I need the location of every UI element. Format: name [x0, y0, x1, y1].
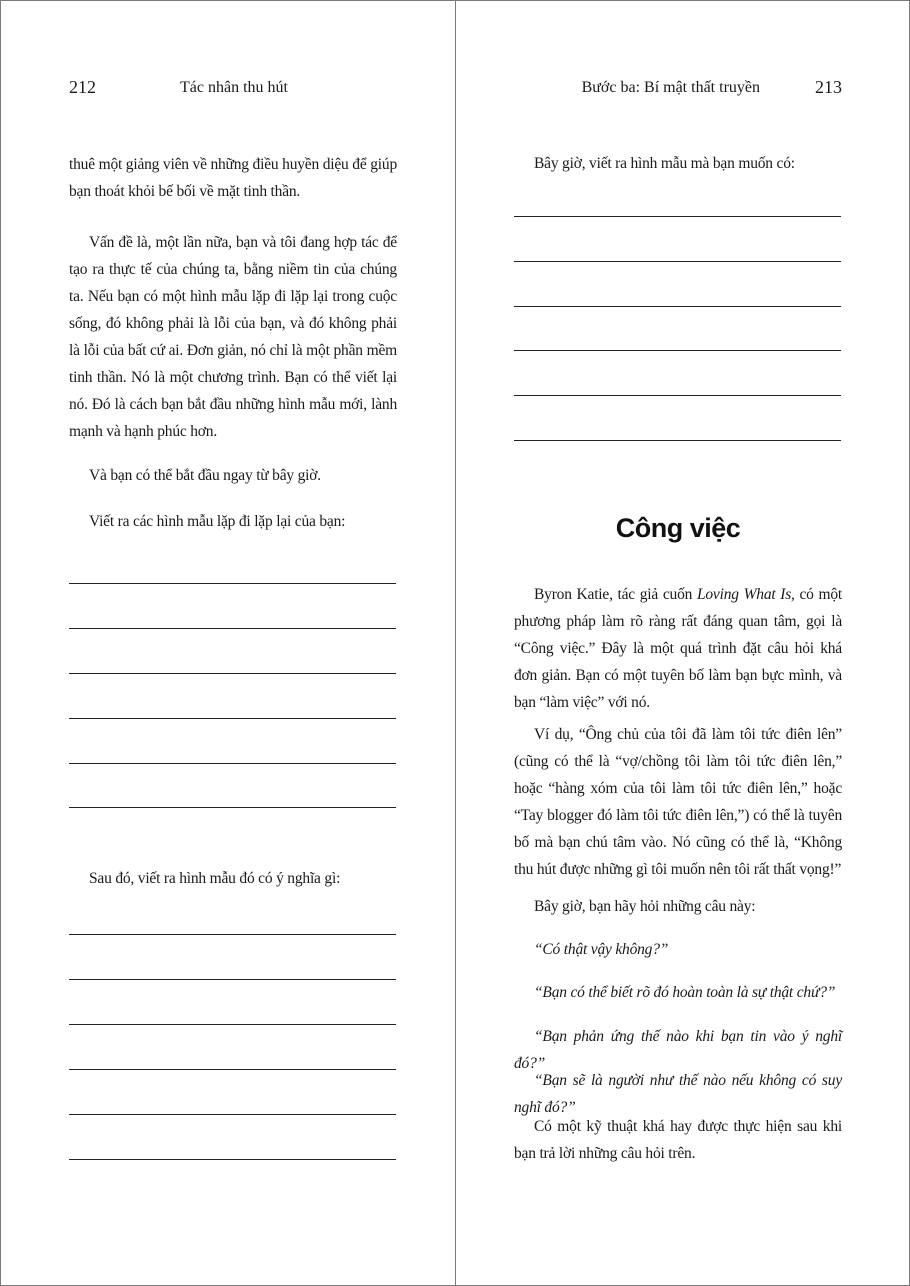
book-title: Loving What Is,	[696, 586, 795, 603]
question: “Bạn phản ứng thế nào khi bạn tin vào ý nghĩ đó?”	[514, 1028, 842, 1072]
right-page-header	[514, 77, 842, 103]
paragraph: Và bạn có thể bắt đầu ngay từ bây giờ.	[89, 467, 321, 484]
writing-line[interactable]	[69, 718, 396, 719]
paragraph: Có một kỹ thuật khá hay được thực hiện sau khi bạn trả lời những câu hỏi trên.	[514, 1118, 842, 1162]
writing-line[interactable]	[514, 440, 841, 441]
paragraph: Vấn đề là, một lần nữa, bạn và tôi đang hợp tác để tạo ra thực tế của chúng ta, bằng niềm tin của chúng ta. Nếu bạn có một hình mẫu lặp đi lặp lại trong cuộc sống, đó không phải là lỗi của bạn, và đó không phải là lỗi của bất cứ ai. Đơn giản, nó chỉ là một phần mềm tinh thần. Nó là một chương trình. Bạn có thể viết lại nó. Đó là cách bạn bắt đầu những hình mẫu mới, lành mạnh và hạnh phúc hơn.	[69, 234, 397, 440]
paragraph-text: có một phương pháp làm rõ ràng rất đáng quan tâm, gọi là “Công việc.” Đây là một quá trình đặt câu hỏi khá đơn giản. Bạn có một tuyên bố làm bạn bực mình, và bạn “làm việc” với nó.	[514, 586, 843, 711]
left-page-header	[69, 77, 397, 103]
paragraph	[514, 581, 842, 716]
writing-line[interactable]	[69, 1114, 396, 1115]
writing-line[interactable]	[514, 306, 841, 307]
right-page	[514, 1, 842, 1285]
running-head: Tác nhân thu hút	[180, 79, 288, 96]
writing-line[interactable]	[69, 1069, 396, 1070]
writing-prompt: Sau đó, viết ra hình mẫu đó có ý nghĩa gì:	[89, 870, 341, 887]
writing-line[interactable]	[69, 673, 396, 674]
running-head: Bước ba: Bí mật thất truyền	[581, 79, 760, 96]
question: “Bạn có thể biết rõ đó hoàn toàn là sự thật chứ?”	[534, 984, 836, 1001]
writing-line[interactable]	[514, 350, 841, 351]
page-number: 212	[69, 77, 96, 97]
question: “Có thật vậy không?”	[534, 941, 669, 958]
writing-line[interactable]	[69, 583, 396, 584]
question: “Bạn sẽ là người như thế nào nếu không có suy nghĩ đó?”	[514, 1072, 842, 1116]
section-heading: Công việc	[615, 513, 741, 543]
writing-prompt: Viết ra các hình mẫu lặp đi lặp lại của bạn:	[89, 513, 346, 530]
paragraph: thuê một giảng viên về những điều huyền diệu để giúp bạn thoát khỏi bế bối về mặt tinh thần.	[69, 156, 397, 200]
paragraph-text: Byron Katie, tác giả cuốn	[534, 586, 697, 603]
left-page	[69, 1, 397, 1285]
writing-line[interactable]	[514, 395, 841, 396]
writing-prompt: Bây giờ, viết ra hình mẫu mà bạn muốn có:	[534, 155, 795, 172]
page-number: 213	[815, 77, 842, 97]
writing-line[interactable]	[69, 1024, 396, 1025]
writing-line[interactable]	[514, 216, 841, 217]
paragraph: Ví dụ, “Ông chủ của tôi đã làm tôi tức điên lên” (cũng có thể là “vợ/chồng tôi làm tôi tức điên lên,” hoặc “hàng xóm của tôi làm tôi tức điên lên,” hoặc “Tay blogger đó làm tôi tức điên lên,”) có thể là tuyên bố mà bạn chú tâm vào. Nó cũng có thể là, “Không thu hút được những gì tôi muốn nên tôi rất thất vọng!”	[514, 726, 842, 878]
writing-line[interactable]	[69, 979, 396, 980]
writing-line[interactable]	[69, 628, 396, 629]
writing-line[interactable]	[69, 1159, 396, 1160]
writing-line[interactable]	[69, 763, 396, 764]
writing-line[interactable]	[514, 261, 841, 262]
writing-line[interactable]	[69, 807, 396, 808]
paragraph: Bây giờ, bạn hãy hỏi những câu này:	[534, 898, 756, 915]
page-gutter-divider	[455, 1, 456, 1285]
writing-line[interactable]	[69, 934, 396, 935]
